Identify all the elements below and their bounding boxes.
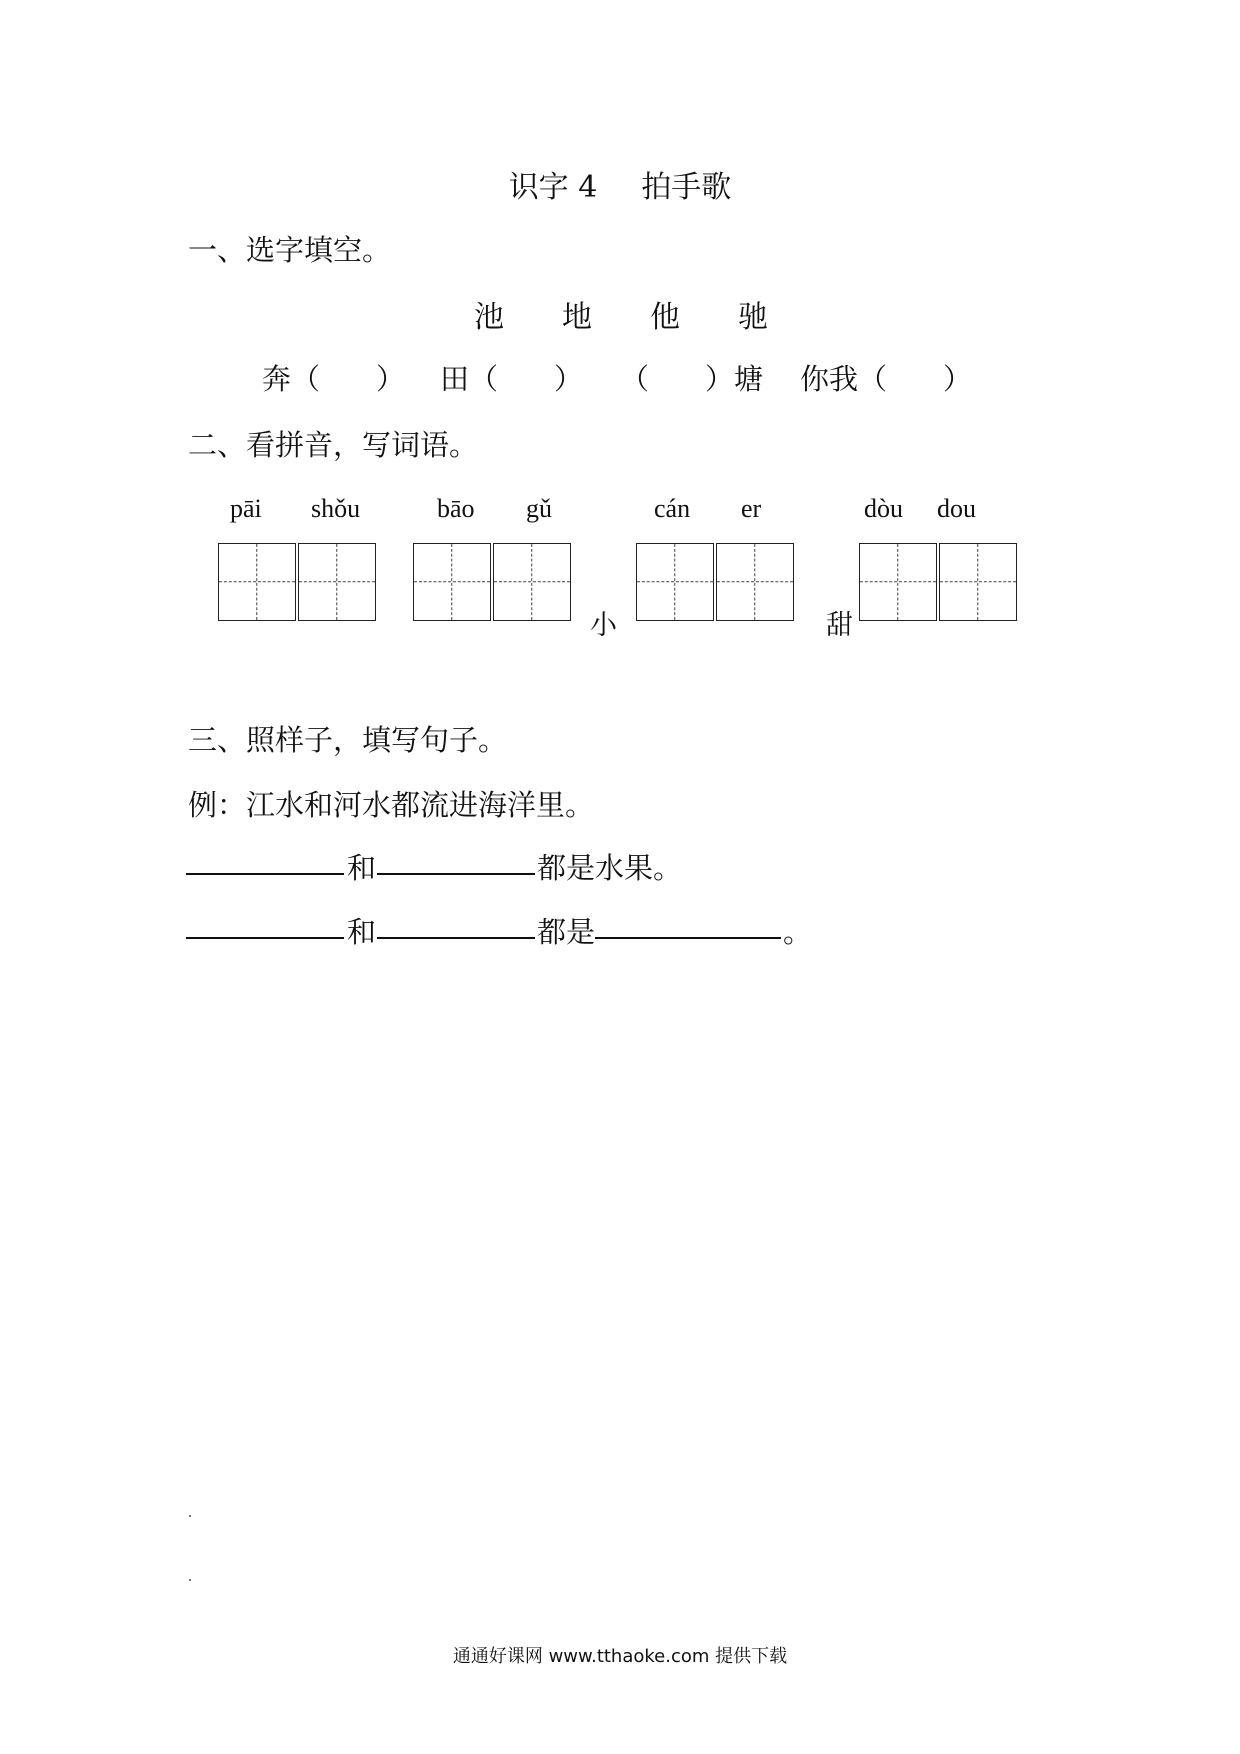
- sentence-end: 。: [783, 915, 813, 949]
- answer-blank[interactable]: [595, 937, 781, 939]
- pinyin-syllable: gǔ: [526, 494, 552, 523]
- word-prefix: 小: [590, 610, 617, 641]
- pinyin-syllable: er: [741, 494, 762, 523]
- section1-heading: 一、选字填空。: [188, 233, 392, 267]
- answer-blank[interactable]: [186, 873, 344, 875]
- writing-box[interactable]: [413, 543, 491, 621]
- conj-text: 和: [347, 851, 377, 885]
- fill-item-2: 田（ ）: [440, 362, 584, 396]
- section3-heading: 三、照样子，填写句子。: [188, 723, 508, 757]
- writing-box[interactable]: [939, 543, 1017, 621]
- example-sentence: 例：江水和河水都流进海洋里。: [188, 788, 595, 822]
- writing-box[interactable]: [859, 543, 937, 621]
- writing-box[interactable]: [493, 543, 571, 621]
- scan-speck: [189, 1515, 191, 1517]
- pinyin-syllable: cán: [654, 494, 691, 523]
- pinyin-syllable: pāi: [230, 494, 262, 523]
- footer-text: 通通好课网 www.tthaoke.com 提供下载: [452, 1646, 788, 1667]
- pinyin-syllable: shǒu: [311, 494, 361, 523]
- fill-item-1: 奔（ ）: [262, 362, 406, 396]
- scan-speck: [189, 1579, 191, 1581]
- sentence-mid: 都是: [537, 915, 596, 949]
- conj-text: 和: [347, 915, 377, 949]
- answer-blank[interactable]: [186, 937, 344, 939]
- writing-box[interactable]: [218, 543, 296, 621]
- writing-box[interactable]: [716, 543, 794, 621]
- pinyin-syllable: dou: [937, 494, 976, 523]
- section2-heading: 二、看拼音，写词语。: [188, 428, 479, 462]
- choice-char: 驰: [738, 300, 768, 335]
- lesson-number: 识字 4: [508, 170, 598, 205]
- answer-blank[interactable]: [377, 873, 535, 875]
- page-title: [0, 162, 1240, 206]
- choice-char: 地: [562, 300, 592, 335]
- word-prefix: 甜: [826, 610, 853, 641]
- choice-char: 他: [650, 300, 680, 335]
- pinyin-syllable: dòu: [864, 494, 903, 523]
- writing-box[interactable]: [636, 543, 714, 621]
- fill-item-3: （ ）塘: [620, 362, 764, 396]
- sentence-tail: 都是水果。: [537, 851, 683, 885]
- lesson-name: 拍手歌: [641, 170, 732, 205]
- fill-item-4: 你我（ ）: [800, 362, 973, 396]
- choice-char: 池: [474, 300, 504, 335]
- writing-box[interactable]: [298, 543, 376, 621]
- pinyin-syllable: bāo: [437, 494, 475, 523]
- answer-blank[interactable]: [377, 937, 535, 939]
